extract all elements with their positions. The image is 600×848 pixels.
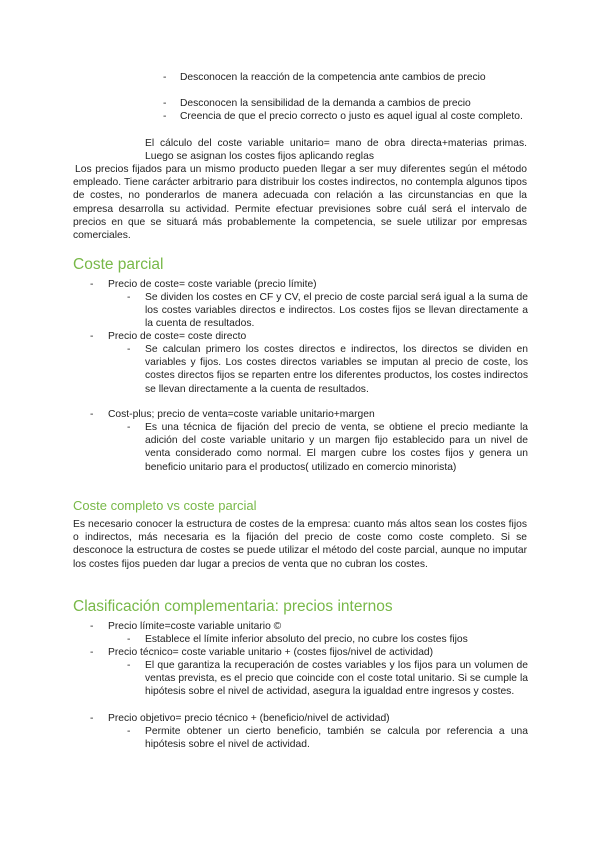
intro-bullet-2: Desconocen la sensibilidad de la demanda a cambios de precio	[180, 98, 471, 109]
bullet-dash: -	[90, 279, 94, 290]
bullet-dash: -	[163, 72, 167, 83]
bullet-dash: -	[90, 331, 94, 342]
sub-bullet-dash: -	[127, 660, 131, 671]
clasificacion-item-2-label: Precio técnico= coste variable unitario + (costes fijos/nivel de actividad)	[108, 647, 434, 658]
bullet-dash: -	[163, 111, 167, 122]
sub-bullet-dash: -	[127, 726, 131, 737]
clasificacion-item-1-desc: Establece el límite inferior absoluto del precio, no cubre los costes fijos	[145, 634, 468, 645]
sub-bullet-dash: -	[127, 292, 131, 303]
clasificacion-item-3-label: Precio objetivo= precio técnico + (beneficio/nivel de actividad)	[108, 713, 390, 724]
intro-bullet-1: Desconocen la reacción de la competencia ante cambios de precio	[180, 72, 486, 83]
parcial-item-2-label: Precio de coste= coste directo	[108, 331, 247, 342]
section-title-clasificacion: Clasificación complementaria: precios internos	[73, 598, 393, 615]
parcial-item-3-desc: Es una técnica de fijación del precio de venta, se obtiene el precio mediante la adición del coste variable unitario y un margen fijo establecido para un nivel de venta considerado como normal. El margen cubre los costes fijos y genera un beneficio unitario para el productos( utilizado en comercio minorista)	[145, 422, 528, 473]
sub-bullet-dash: -	[127, 634, 131, 645]
sub-bullet-dash: -	[127, 344, 131, 355]
completo-vs-parcial-paragraph: Es necesario conocer la estructura de costes de la empresa: cuanto más altos sean los costes fijos o indirectos, más necesaria es la fijación del precio de coste como coste completo. Si se desconoce la estructura de costes se puede utilizar el método del coste parcial, aunque no imputar los costes fijos pueden dar lugar a precios de venta que no cubran los costes.	[73, 519, 527, 570]
parcial-item-1-label: Precio de coste= coste variable (precio límite)	[108, 279, 317, 290]
sub-bullet-dash: -	[127, 422, 131, 433]
parcial-item-1-desc: Se dividen los costes en CF y CV, el precio de coste parcial será igual a la suma de los costes variables directos e indirectos. Los costes fijos se llevan directamente a la cuenta de resultados.	[145, 292, 528, 330]
bullet-dash: -	[90, 621, 94, 632]
bullet-dash: -	[90, 409, 94, 420]
calc-paragraph: El cálculo del coste variable unitario= mano de obra directa+materias primas. Luego se asignan los costes fijos aplicando reglas	[145, 138, 527, 163]
bullet-dash: -	[90, 713, 94, 724]
parcial-item-2-desc: Se calculan primero los costes directos e indirectos, los directos se dividen en variables y fijos. Los costes directos variables se imputan al precio de coste, los costes directos fijos se reparten entre los diferentes productos, los costes indirectos se llevan directamente a la cuenta de resultados.	[145, 344, 528, 395]
intro-paragraph: Los precios fijados para un mismo producto pueden llegar a ser muy diferentes según el método empleado. Tiene carácter arbitrario para distribuir los costes indirectos, no contempla algunos tipos de costes, no ponderarlos de manera adecuada con relación a las circunstancias en que la empresa desarrolla su actividad. Permite efectuar previsiones sobre cuál será el intervalo de precios en que se situará más probablemente la competencia, se suele utilizar por empresas comerciales.	[73, 164, 527, 242]
bullet-dash: -	[163, 98, 167, 109]
intro-bullet-3: Creencia de que el precio correcto o justo es aquel igual al coste completo.	[180, 111, 523, 122]
parcial-item-3-label: Cost-plus; precio de venta=coste variable unitario+margen	[108, 409, 375, 420]
section-title-coste-parcial: Coste parcial	[73, 256, 164, 273]
clasificacion-item-2-desc: El que garantiza la recuperación de costes variables y los fijos para un volumen de ventas prevista, es el precio que coincide con el coste total unitario. Si se cumple la hipótesis sobre el nivel de actividad, asegura la igualdad entre ingresos y costes.	[145, 660, 528, 698]
clasificacion-item-1-label: Precio límite=coste variable unitario ©	[108, 621, 282, 632]
section-title-completo-vs-parcial: Coste completo vs coste parcial	[73, 498, 257, 513]
clasificacion-item-3-desc: Permite obtener un cierto beneficio, también se calcula por referencia a una hipótesis sobre el nivel de actividad.	[145, 726, 528, 751]
bullet-dash: -	[90, 647, 94, 658]
